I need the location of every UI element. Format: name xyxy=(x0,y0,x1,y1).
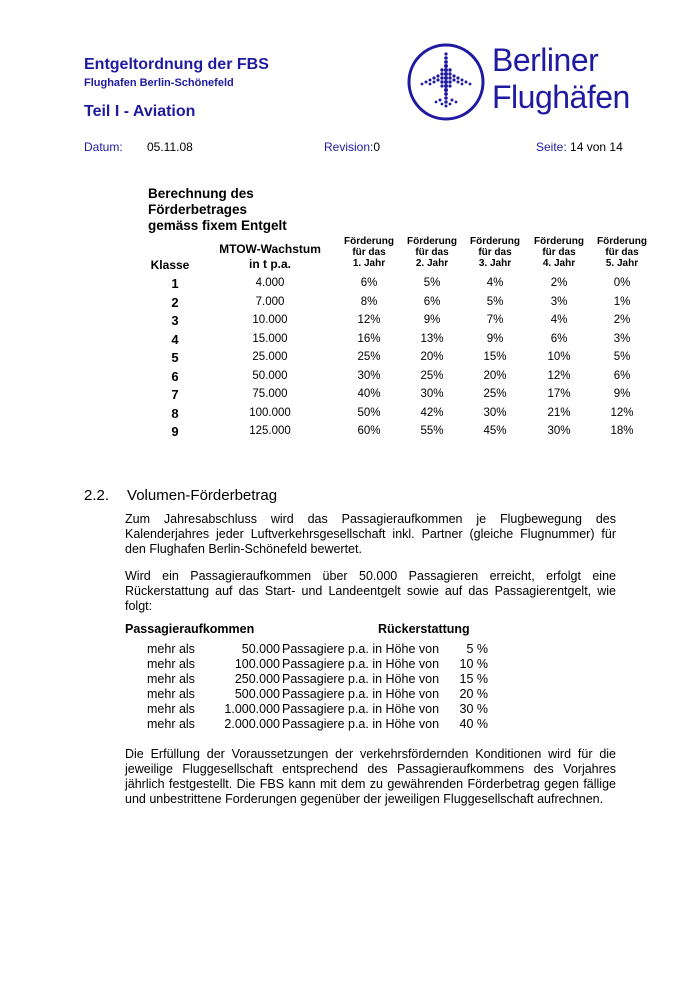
cell-mtow: 75.000 xyxy=(252,388,288,400)
cell-year-3: 45% xyxy=(483,425,507,437)
part-title: Teil I - Aviation xyxy=(84,103,196,120)
cell-year-2: 6% xyxy=(423,295,441,308)
col-header-year-line: für das xyxy=(542,247,576,258)
cell-mtow: 10.000 xyxy=(252,314,288,326)
table-row xyxy=(0,387,700,405)
page-value: 14 von 14 xyxy=(570,140,623,154)
refund-text: Passagiere p.a. in Höhe von xyxy=(282,657,440,671)
cell-year-4: 4% xyxy=(550,314,568,326)
col-header-year-line: Förderung xyxy=(407,236,457,247)
refund-prefix: mehr als xyxy=(147,702,195,716)
cell-year-4: 3% xyxy=(550,295,568,308)
berliner-flughaefen-logo xyxy=(404,42,642,126)
refund-prefix: mehr als xyxy=(147,642,195,656)
document-subtitle: Flughafen Berlin-Schönefeld xyxy=(84,77,234,89)
cell-mtow: 100.000 xyxy=(249,406,291,419)
col-header-rueckerstattung: Rückerstattung xyxy=(378,622,470,636)
cell-year-4: 12% xyxy=(547,369,571,382)
cell-year-1: 60% xyxy=(357,425,381,437)
refund-prefix: mehr als xyxy=(147,657,195,671)
refund-text: Passagiere p.a. in Höhe von xyxy=(282,717,440,731)
cell-year-5: 18% xyxy=(610,425,634,437)
paragraph-refund: Wird ein Passagieraufkommen über 50.000 Passagieren erreicht, erfolgt eine Rückerstattung auf das Start- und Landeentgelt sowie auf das Passagierentgelt, wie folgt: xyxy=(125,569,616,613)
cell-year-2: 13% xyxy=(420,332,444,345)
refund-text: Passagiere p.a. in Höhe von xyxy=(282,687,440,701)
logo-text-line1: Berliner xyxy=(492,42,599,78)
col-header-year-3 xyxy=(463,236,527,269)
col-header-year-line: Förderung xyxy=(534,236,584,247)
page-number xyxy=(536,140,623,154)
date-label: Datum: xyxy=(84,140,123,154)
col-header-year-line: Förderung xyxy=(597,236,647,247)
cell-year-2: 42% xyxy=(420,406,444,419)
cell-year-3: 7% xyxy=(486,314,504,326)
cell-year-1: 30% xyxy=(357,369,381,382)
refund-row xyxy=(0,702,700,717)
cell-year-3: 30% xyxy=(483,406,507,419)
cell-year-4: 21% xyxy=(547,406,571,419)
refund-amount: 50.000 xyxy=(241,642,280,656)
cell-year-1: 6% xyxy=(360,277,378,289)
col-header-year-line: 4. Jahr xyxy=(542,258,576,269)
col-header-mtow xyxy=(205,242,335,272)
col-header-year-1 xyxy=(337,236,401,269)
cell-mtow: 7.000 xyxy=(255,295,285,308)
cell-klasse: 8 xyxy=(171,405,179,421)
col-header-year-2 xyxy=(400,236,464,269)
col-header-year-line: 2. Jahr xyxy=(415,258,449,269)
refund-pct: 5 % xyxy=(466,642,488,656)
cell-year-2: 20% xyxy=(420,351,444,363)
cell-year-5: 6% xyxy=(613,369,631,382)
cell-year-2: 9% xyxy=(423,314,441,326)
col-header-year-line: Förderung xyxy=(344,236,394,247)
refund-text: Passagiere p.a. in Höhe von xyxy=(282,702,440,716)
cell-year-3: 9% xyxy=(486,332,504,345)
refund-row xyxy=(0,642,700,657)
section-title: Volumen-Förderbetrag xyxy=(127,487,278,504)
cell-mtow: 15.000 xyxy=(252,332,288,345)
col-header-mtow-line1: MTOW-Wachstum xyxy=(219,242,321,256)
refund-prefix: mehr als xyxy=(147,687,195,701)
calc-title-line: gemäss fixem Entgelt xyxy=(148,218,287,233)
col-header-year-line: Förderung xyxy=(470,236,520,247)
cell-year-5: 9% xyxy=(613,388,631,400)
cell-year-3: 4% xyxy=(486,277,504,289)
cell-year-3: 25% xyxy=(483,388,507,400)
cell-year-2: 5% xyxy=(423,277,441,289)
cell-mtow: 4.000 xyxy=(255,277,285,289)
paragraph-evaluation: Zum Jahresabschluss wird das Passagieraufkommen je Flugbewegung des Kalenderjahres jeder Luftverkehrsgesellschaft inkl. Partner (gleiche Flugnummer) für den Flughafen Berlin-Schönefeld bewertet. xyxy=(125,512,616,556)
refund-amount: 250.000 xyxy=(234,672,280,686)
refund-pct: 20 % xyxy=(459,687,488,701)
cell-year-5: 5% xyxy=(613,351,631,363)
refund-row xyxy=(0,687,700,702)
cell-year-1: 8% xyxy=(360,295,378,308)
calc-title xyxy=(148,186,287,234)
cell-klasse: 1 xyxy=(171,276,179,291)
cell-year-3: 15% xyxy=(483,351,507,363)
cell-year-1: 25% xyxy=(357,351,381,363)
page-label: Seite: xyxy=(536,140,567,154)
cell-year-5: 0% xyxy=(613,277,631,289)
cell-year-1: 50% xyxy=(357,406,381,419)
cell-year-2: 30% xyxy=(420,388,444,400)
section-number: 2.2. xyxy=(84,487,110,504)
cell-year-5: 3% xyxy=(613,332,631,345)
table-row xyxy=(0,369,700,387)
col-header-year-5 xyxy=(590,236,654,269)
col-header-year-4 xyxy=(527,236,591,269)
cell-klasse: 4 xyxy=(171,331,179,347)
cell-year-2: 55% xyxy=(420,425,444,437)
airplane-globe-icon xyxy=(406,42,486,122)
cell-year-1: 16% xyxy=(357,332,381,345)
revision-label: Revision: xyxy=(324,140,374,154)
cell-klasse: 7 xyxy=(171,387,179,402)
col-header-passagieraufkommen: Passagieraufkommen xyxy=(125,622,255,636)
col-header-mtow-line2: in t p.a. xyxy=(249,257,291,271)
cell-year-4: 6% xyxy=(550,332,568,345)
cell-klasse: 3 xyxy=(171,313,179,328)
revision-value: 0 xyxy=(373,140,381,154)
cell-klasse: 6 xyxy=(171,368,179,384)
refund-amount: 100.000 xyxy=(234,657,280,671)
cell-year-4: 2% xyxy=(550,277,568,289)
section-heading xyxy=(84,487,277,504)
refund-prefix: mehr als xyxy=(147,717,195,731)
cell-year-4: 10% xyxy=(547,351,571,363)
refund-amount: 2.000.000 xyxy=(224,717,280,731)
revision xyxy=(324,140,380,154)
cell-year-1: 12% xyxy=(357,314,381,326)
refund-row xyxy=(0,657,700,672)
cell-mtow: 125.000 xyxy=(249,425,291,437)
cell-year-2: 25% xyxy=(420,369,444,382)
refund-prefix: mehr als xyxy=(147,672,195,686)
col-header-year-line: für das xyxy=(352,247,386,258)
col-header-klasse: Klasse xyxy=(150,258,190,272)
table-row xyxy=(0,276,700,294)
table-row xyxy=(0,350,700,368)
calc-title-line: Förderbetrages xyxy=(148,202,248,217)
logo-text-line2: Flughäfen xyxy=(492,79,630,115)
cell-year-3: 5% xyxy=(486,295,504,308)
col-header-year-line: für das xyxy=(605,247,639,258)
cell-klasse: 9 xyxy=(171,424,179,439)
paragraph-conditions: Die Erfüllung der Voraussetzungen der verkehrsfördernden Konditionen wird für die jeweilige Fluggesellschaft entsprechend des Passagieraufkommens des Vorjahres jährlich festgestellt. Die FBS kann mit dem zu gewährenden Förderbetrag gegen fällige und unbestrittene Forderungen gegenüber der jeweiligen Fluggesellschaft aufrechnen. xyxy=(125,747,616,806)
refund-row xyxy=(0,672,700,687)
table-row xyxy=(0,424,700,442)
refund-amount: 500.000 xyxy=(234,687,280,701)
col-header-year-line: 3. Jahr xyxy=(478,258,512,269)
table-row xyxy=(0,406,700,424)
document-title: Entgeltordnung der FBS xyxy=(84,56,269,73)
cell-klasse: 5 xyxy=(171,350,179,365)
cell-year-3: 20% xyxy=(483,369,507,382)
cell-mtow: 50.000 xyxy=(252,369,288,382)
refund-pct: 10 % xyxy=(459,657,488,671)
table-row xyxy=(0,295,700,313)
col-header-year-line: für das xyxy=(478,247,512,258)
cell-mtow: 25.000 xyxy=(252,351,288,363)
cell-year-5: 2% xyxy=(613,314,631,326)
refund-pct: 40 % xyxy=(459,717,488,731)
refund-pct: 15 % xyxy=(459,672,488,686)
col-header-year-line: für das xyxy=(415,247,449,258)
cell-year-5: 12% xyxy=(610,406,634,419)
refund-text: Passagiere p.a. in Höhe von xyxy=(282,642,440,656)
cell-year-1: 40% xyxy=(357,388,381,400)
refund-amount: 1.000.000 xyxy=(224,702,280,716)
col-header-year-line: 1. Jahr xyxy=(352,258,386,269)
calc-title-line: Berechnung des xyxy=(148,186,254,201)
table-row xyxy=(0,332,700,350)
cell-year-5: 1% xyxy=(613,295,631,308)
cell-year-4: 30% xyxy=(547,425,571,437)
col-header-year-line: 5. Jahr xyxy=(605,258,639,269)
cell-klasse: 2 xyxy=(171,294,179,310)
cell-year-4: 17% xyxy=(547,388,571,400)
refund-text: Passagiere p.a. in Höhe von xyxy=(282,672,440,686)
table-row xyxy=(0,313,700,331)
refund-pct: 30 % xyxy=(459,702,488,716)
date-value: 05.11.08 xyxy=(147,140,193,154)
refund-row xyxy=(0,717,700,732)
